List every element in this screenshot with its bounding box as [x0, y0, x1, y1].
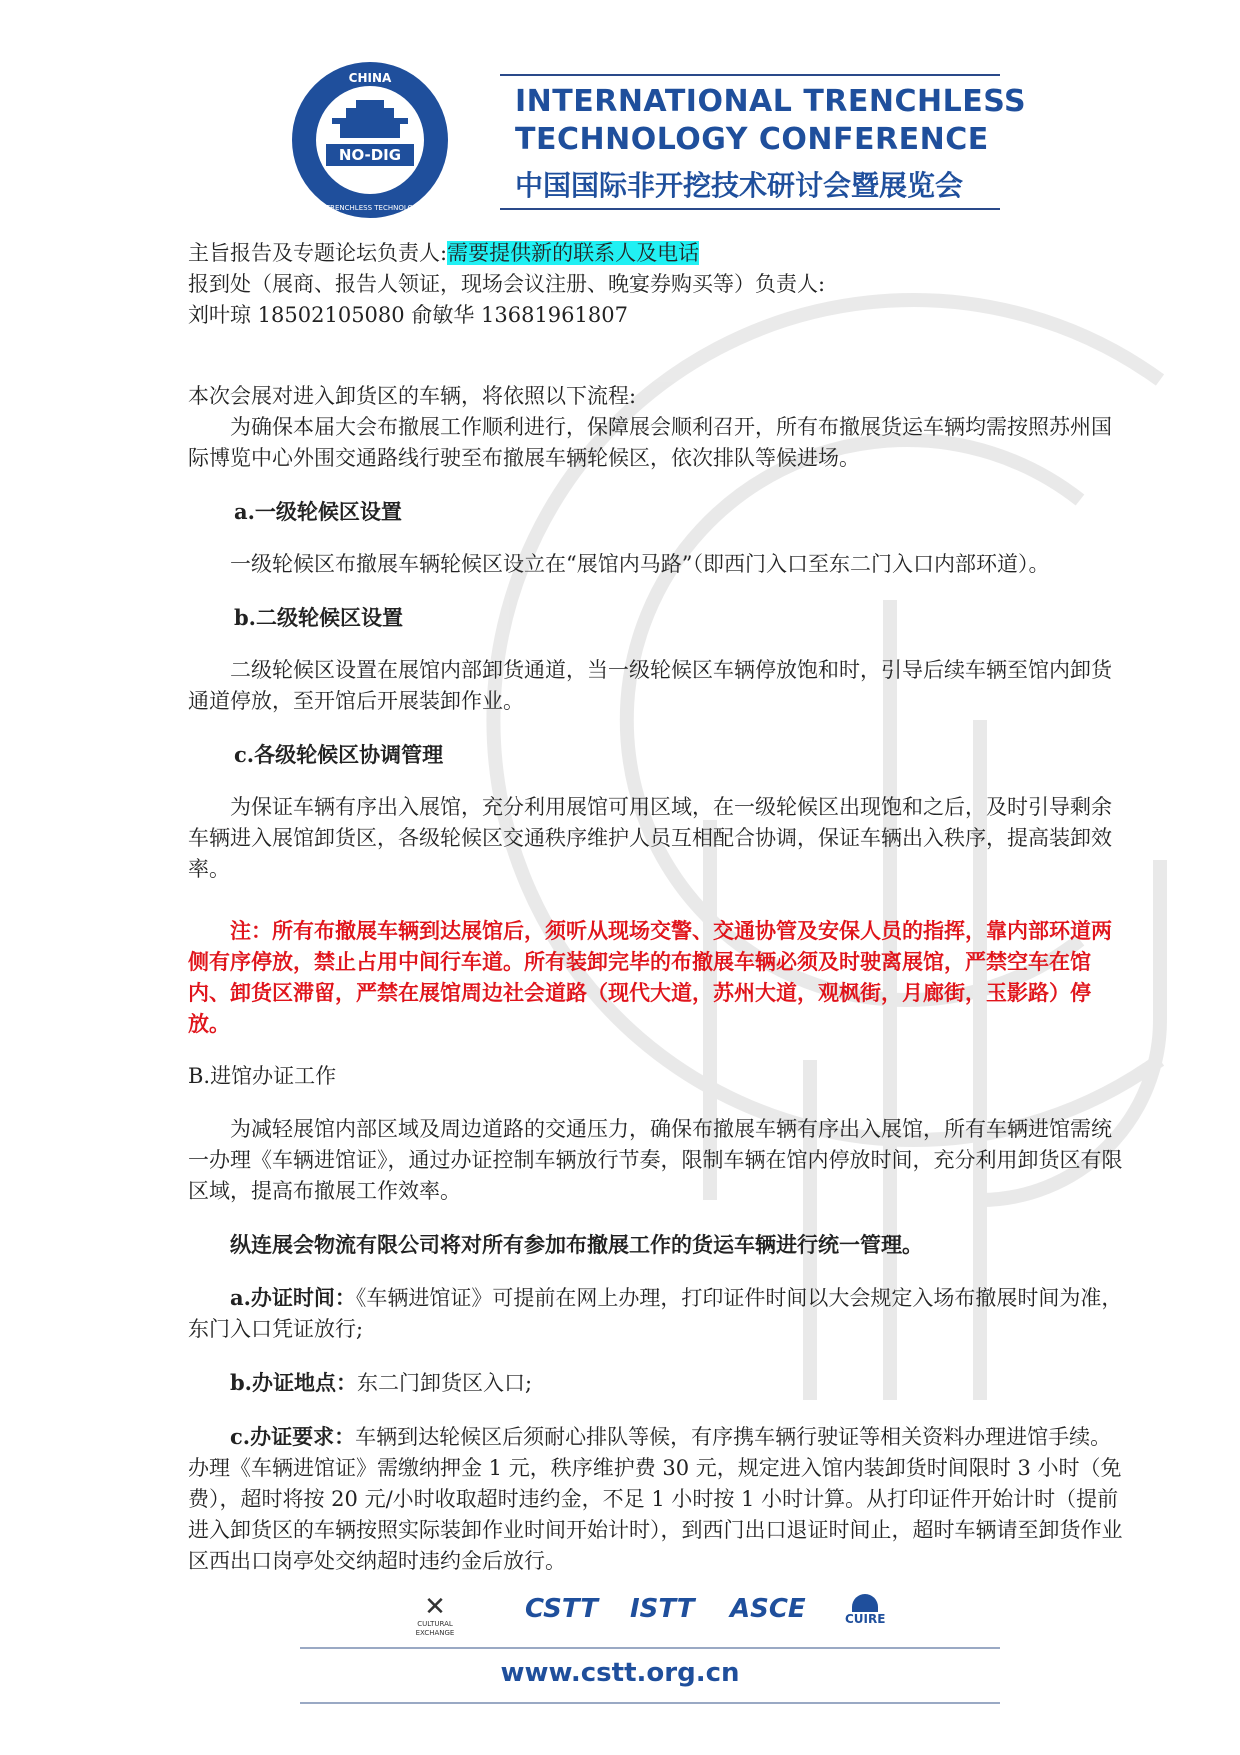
cultural-exchange-logo: ✕ CULTURAL EXCHANGE	[405, 1594, 465, 1638]
header-rule-bottom	[500, 208, 1000, 210]
subsection-c-body: 为保证车辆有序出入展馆，充分利用展馆可用区域，在一级轮候区出现饱和之后，及时引导剩余车辆进入展馆卸货区，各级轮候区交通秩序维护人员互相配合协调，保证车辆出入秩序，提高装卸效率。	[188, 795, 1112, 881]
section-a-intro-body: 为确保本届大会布撤展工作顺利进行，保障展会顺利召开，所有布撤展货运车辆均需按照苏州国际博览中心外围交通路线行驶至布撤展车辆轮候区，依次排队等候进场。	[188, 415, 1112, 470]
subsection-a-body: 一级轮候区布撤展车辆轮候区设立在“展馆内马路”（即西门入口至东二门入口内部环道）。	[230, 552, 1050, 576]
header-title-en-line2: TECHNOLOGY CONFERENCE	[515, 122, 989, 157]
permit-requirements-label: c.办证要求：	[230, 1424, 356, 1449]
subsection-b-title: b.二级轮候区设置	[234, 605, 403, 630]
subsection-a-title: a.一级轮候区设置	[234, 499, 402, 524]
registration-people: 刘叶琼 18502105080 俞敏华 13681961807	[188, 303, 628, 327]
header-rule-top	[500, 74, 1000, 76]
section-b-body: 为减轻展馆内部区域及周边道路的交通压力，确保布撤展车辆有序出入展馆，所有车辆进馆需统一办理《车辆进馆证》，通过办证控制车辆放行节奏，限制车辆在馆内停放时间，充分利用卸货区有限区域，提高布撤展工作效率。	[188, 1117, 1123, 1203]
logo-arc-top: CHINA	[348, 71, 392, 85]
asce-logo: ASCE	[730, 1594, 806, 1624]
permit-location	[188, 1367, 1128, 1399]
keynote-label: 主旨报告及专题论坛负责人:	[188, 241, 448, 265]
permit-time	[188, 1282, 1128, 1345]
section-a-intro: 本次会展对进入卸货区的车辆，将依照以下流程:	[188, 384, 637, 408]
permit-location-label: b.办证地点：	[230, 1370, 357, 1395]
subsection-c-title: c.各级轮候区协调管理	[234, 742, 444, 767]
subsection-b-body: 二级轮候区设置在展馆内部卸货通道，当一级轮候区车辆停放饱和时，引导后续车辆至馆内卸货通道停放，至开馆后开展装卸作业。	[188, 658, 1112, 713]
footer-rule-top	[300, 1647, 1000, 1649]
keynote-contact	[188, 238, 1128, 269]
cstt-logo: CSTT	[525, 1594, 598, 1624]
logo-arc-ring: INTERNATIONAL TRENCHLESS TECHNOLOGY CONFERENCE	[267, 204, 473, 212]
cuire-text: CUIRE	[845, 1612, 886, 1626]
document-body	[188, 238, 1128, 1577]
header-title-cn: 中国国际非开挖技术研讨会暨展览会	[515, 169, 964, 202]
logo-banner: NO-DIG	[338, 146, 402, 164]
no-dig-logo	[267, 60, 473, 220]
cuire-logo	[845, 1594, 885, 1626]
partner-logos	[405, 1594, 925, 1640]
traffic-note: 注：所有布撤展车辆到达展馆后，须听从现场交警、交通协管及安保人员的指挥，靠内部环道两侧有序停放，禁止占用中间行车道。所有装卸完毕的布撤展车辆必须及时驶离展馆，严禁空车在馆内、卸货区滞留，严禁在展馆周边社会道路（现代大道，苏州大道，观枫街，月廊街，玉影路）停放。	[188, 918, 1112, 1036]
section-b-title: B.进馆办证工作	[188, 1064, 337, 1088]
company-statement: 纵连展会物流有限公司将对所有参加布撤展工作的货运车辆进行统一管理。	[230, 1232, 923, 1257]
registration-label: 报到处（展商、报告人领证，现场会议注册、晚宴券购买等）负责人:	[188, 272, 826, 296]
footer-rule-bottom	[300, 1702, 1000, 1704]
footer-website-link[interactable]: www.cstt.org.cn	[500, 1658, 740, 1688]
permit-time-label: a.办证时间：	[230, 1285, 356, 1310]
keynote-note: 需要提供新的联系人及电话	[447, 241, 700, 265]
istt-logo: ISTT	[630, 1594, 695, 1624]
cultural-exchange-text: CULTURAL EXCHANGE	[415, 1620, 455, 1637]
permit-time-body: 《车辆进馆证》可提前在网上办理，打印证件时间以大会规定入场布撤展时间为准，东门入口凭证放行;	[188, 1286, 1123, 1341]
permit-requirements	[188, 1421, 1128, 1577]
permit-location-body: 东二门卸货区入口;	[357, 1371, 533, 1395]
permit-requirements-body: 车辆到达轮候区后须耐心排队等候，有序携车辆行驶证等相关资料办理进馆手续。办理《车辆进馆证》需缴纳押金 1 元，秩序维护费 30 元，规定进入馆内装卸货时间限时 3 小时（免费），超时将按 20 元/小时收取超时违约金，不足 1 小时按 1 小时计算。从打印证件开始计时（提前进入卸货区的车辆按照实际装卸作业时间开始计时），到西门出口退证时间止，超时车辆请至卸货作业区西出口岗亭处交纳超时违约金后放行。	[188, 1425, 1123, 1573]
conference-header	[267, 60, 1027, 220]
header-title-en-line1: INTERNATIONAL TRENCHLESS	[515, 84, 1027, 119]
